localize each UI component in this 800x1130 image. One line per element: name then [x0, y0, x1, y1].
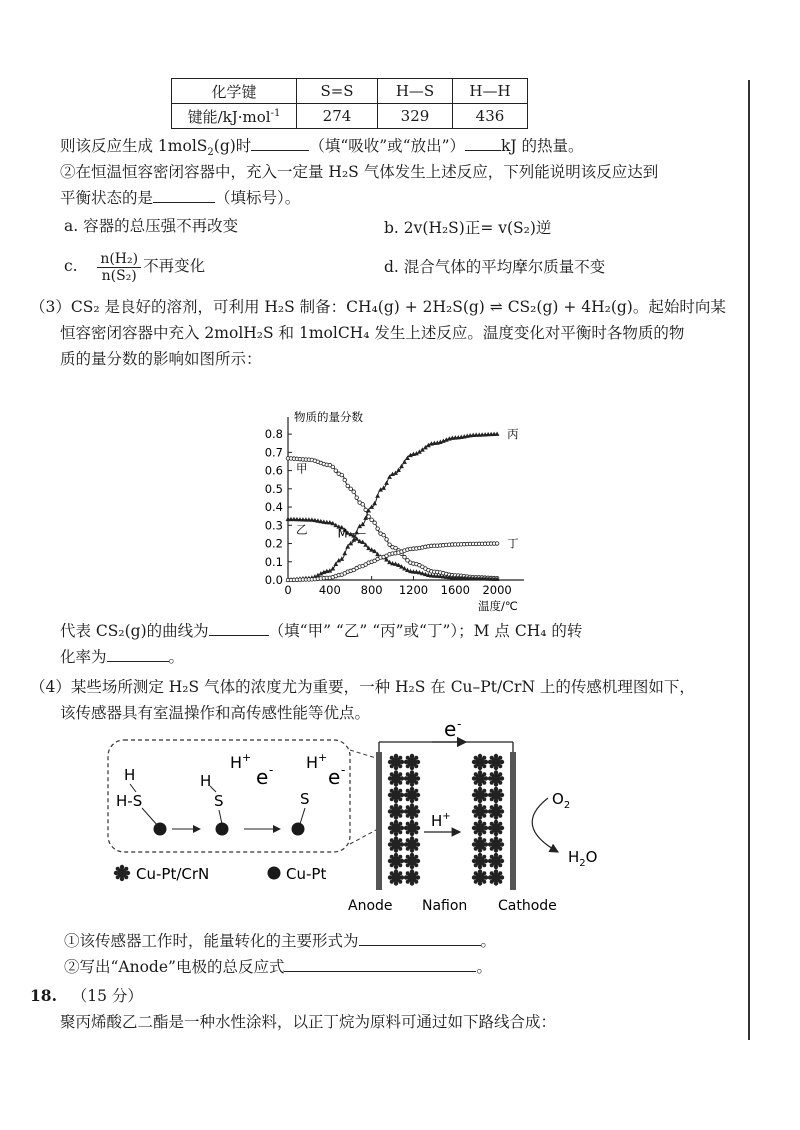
data-point: [331, 465, 335, 469]
atom-s: S: [300, 790, 310, 808]
y-tick-label: 0.3: [264, 518, 283, 533]
cathode-catalyst: [472, 754, 504, 886]
data-point: [370, 518, 374, 522]
electron-sign: -: [269, 763, 274, 777]
o2-label: $O_2$: [552, 790, 571, 811]
table-header-cell: H—S: [378, 79, 453, 104]
catalyst-particle: [404, 820, 420, 836]
answer-blank[interactable]: [153, 188, 215, 203]
catalyst-particle: [488, 770, 504, 786]
option-a: a. 容器的总压强不再改变: [64, 217, 239, 235]
atom-h-s: H-S: [116, 792, 143, 810]
catalyst-particle: [388, 820, 404, 836]
catalyst-particle: [472, 754, 488, 770]
catalyst-particle: [404, 869, 420, 885]
catalyst-particle: [388, 869, 404, 885]
q2-line1: 则该反应生成 1molS$_2$(g)时 （填“吸收”或“放出”） kJ 的热量。: [60, 137, 584, 159]
catalyst-particle: [388, 836, 404, 852]
electron-sign: -: [341, 763, 346, 777]
series-label: 甲: [296, 461, 308, 476]
x-tick-label: 1200: [398, 583, 429, 597]
q3-answer-line2: 化率为 。: [60, 648, 185, 666]
table-header-cell: 化学键: [172, 79, 297, 104]
data-point: [384, 480, 389, 484]
catalyst-particle: [388, 754, 404, 770]
annotation-label: M: [337, 526, 348, 541]
h-plus-label: H+: [230, 751, 252, 772]
q18-line1: 聚丙烯酸乙二酯是一种水性涂料，以正丁烷为原料可通过如下路线合成：: [60, 1013, 557, 1031]
series-label: 丙: [507, 427, 519, 442]
x-tick-label: 400: [318, 583, 341, 597]
y-tick-label: 0.1: [264, 554, 283, 569]
catalyst-particle: [488, 836, 504, 852]
catalyst-particle: [404, 787, 420, 803]
sensor-mechanism-diagram: [100, 717, 640, 920]
series-line-丙: [288, 434, 497, 580]
y-tick-label: 0.8: [264, 427, 283, 442]
table-row: [172, 79, 528, 104]
answer-blank[interactable]: [251, 136, 309, 151]
y-tick-label: 0.4: [264, 500, 283, 515]
catalyst-particle: [488, 820, 504, 836]
data-point: [346, 484, 350, 488]
data-point: [364, 508, 368, 512]
cu-pt-crn-legend-icon: [114, 865, 130, 881]
catalyst-particle: [472, 836, 488, 852]
h2o-label: $H_2O$: [568, 848, 598, 869]
bond-energy-table: [171, 78, 528, 129]
catalyst-particle: [388, 787, 404, 803]
data-point: [376, 527, 380, 531]
cathode-plate: [510, 752, 516, 890]
electron-label: e: [328, 765, 341, 789]
data-point: [382, 533, 386, 537]
q4-sub2: ②写出“Anode”电极的总反应式 。: [64, 958, 492, 976]
h-plus-label: H+: [306, 751, 328, 772]
catalyst-particle: [472, 869, 488, 885]
q18-header: [30, 985, 143, 1007]
q4-line2: 该传感器具有室温操作和高传感性能等优点。: [60, 704, 371, 722]
answer-blank[interactable]: [284, 957, 476, 972]
y-tick-label: 0.7: [264, 445, 283, 460]
q2-line3: 平衡状态的是 （填标号）。: [60, 189, 301, 207]
data-point: [375, 493, 380, 497]
cu-pt-atom: [216, 823, 229, 836]
series-label: 丁: [507, 536, 519, 551]
cu-pt-legend-icon: [268, 867, 281, 880]
data-point: [385, 538, 389, 542]
data-point: [334, 469, 338, 473]
table-row-label: 键能/kJ·mol$^{-1}$: [172, 104, 297, 129]
catalyst-particle: [488, 787, 504, 803]
data-point: [349, 487, 353, 491]
catalyst-particle: [388, 853, 404, 869]
anode-plate: [376, 752, 382, 890]
chart-labels: [265, 410, 519, 613]
table-cell: 329: [378, 104, 453, 129]
catalyst-particle: [388, 770, 404, 786]
legend-cu-pt-crn: Cu-Pt/CrN: [136, 865, 210, 883]
x-tick-label: 800: [360, 583, 383, 597]
answer-blank[interactable]: [359, 931, 481, 946]
data-point: [495, 542, 499, 546]
catalyst-particle: [488, 869, 504, 885]
chart-title: 物质的量分数: [294, 410, 363, 424]
catalyst-particle: [472, 853, 488, 869]
data-point: [343, 478, 347, 482]
data-point: [372, 501, 377, 505]
atom-h: H: [124, 766, 136, 784]
x-tick-label: 1600: [440, 583, 470, 597]
y-tick-label: 0.2: [264, 536, 283, 551]
atom-s: S: [214, 792, 224, 810]
data-point: [402, 459, 407, 463]
q18-number: 18.: [30, 986, 57, 1005]
y-tick-label: 0.6: [264, 463, 283, 478]
data-point: [342, 551, 347, 555]
x-tick-label: 0: [284, 583, 292, 597]
catalyst-particle: [472, 803, 488, 819]
option-b: b. 2v(H₂S)正= v(S₂)逆: [384, 219, 552, 237]
electron-flow-label: e: [444, 717, 457, 741]
catalyst-particle: [472, 787, 488, 803]
answer-blank[interactable]: [107, 647, 169, 662]
q18-points: （15 分）: [71, 987, 143, 1005]
q4-line1: （4）某些场所测定 H₂S 气体的浓度尤为重要，一种 H₂S 在 Cu–Pt/CrN 上的传感机理图如下，: [30, 678, 695, 696]
option-c: c. $\frac{\text{n(H₂)}}{\text{n(S₂)}}$ 不再变化: [64, 250, 206, 284]
cu-pt-atom: [292, 823, 305, 836]
mole-fraction-chart: [250, 405, 540, 620]
table-cell: 274: [297, 104, 378, 129]
table-header-cell: S=S: [297, 79, 378, 104]
option-d: d. 混合气体的平均摩尔质量不变: [384, 258, 606, 276]
q2-line2: ②在恒温恒容密闭容器中，充入一定量 H₂S 气体发生上述反应，下列能说明该反应达到: [60, 163, 659, 181]
data-point: [352, 490, 356, 494]
y-tick-label: 0.5: [264, 481, 283, 496]
x-axis-label: 温度/℃: [478, 599, 518, 613]
q3-answer-line1: 代表 CS₂(g)的曲线为 （填“甲” “乙” “丙”或“丁”）；M 点 CH₄ 的转: [60, 622, 583, 640]
q3-line3: 质的量分数的影响如图所示：: [60, 350, 262, 368]
catalyst-particle: [404, 754, 420, 770]
catalyst-particle: [472, 770, 488, 786]
table-row: [172, 104, 528, 129]
x-tick-label: 2000: [482, 583, 512, 597]
data-point: [373, 521, 377, 525]
electron-label: e: [256, 765, 269, 789]
atom-h: H: [200, 772, 212, 790]
q4-sub1: ①该传感器工作时，能量转化的主要形式为 。: [64, 932, 497, 950]
y-tick-label: 0.0: [264, 573, 283, 587]
anode-label: Anode: [348, 898, 393, 914]
answer-blank[interactable]: [465, 136, 501, 151]
table-header-cell: H—H: [453, 79, 528, 104]
answer-blank[interactable]: [209, 621, 269, 636]
q3-line1: （3）CS₂ 是良好的溶剂，可利用 H₂S 制备：CH₄(g) + 2H₂S(g) ⇌ CS₂(g) + 4H₂(g)。起始时向某: [30, 298, 726, 316]
series-line-甲: [288, 458, 497, 578]
page-margin-rule: [748, 80, 750, 1040]
nafion-label: Nafion: [422, 898, 468, 914]
legend-cu-pt: Cu-Pt: [286, 865, 327, 883]
cu-pt-atom: [154, 823, 167, 836]
data-point: [361, 503, 365, 507]
catalyst-particle: [404, 853, 420, 869]
catalyst-particle: [488, 754, 504, 770]
catalyst-particle: [404, 836, 420, 852]
catalyst-particle: [404, 770, 420, 786]
series-label: 乙: [296, 522, 308, 537]
data-point: [340, 473, 344, 477]
data-point: [367, 515, 371, 519]
catalyst-particle: [488, 853, 504, 869]
catalyst-particle: [488, 803, 504, 819]
anode-catalyst: [388, 754, 420, 886]
catalyst-particle: [404, 803, 420, 819]
proton-label: H+: [431, 811, 451, 830]
catalyst-particle: [472, 820, 488, 836]
table-cell: 436: [453, 104, 528, 129]
electron-flow-sign: -: [457, 717, 462, 731]
data-point: [403, 555, 407, 559]
q3-line2: 恒容密闭容器中充入 2molH₂S 和 1molCH₄ 发生上述反应。温度变化对平衡时各物质的物: [60, 324, 685, 342]
cathode-label: Cathode: [498, 898, 557, 914]
catalyst-particle: [388, 803, 404, 819]
chart-series: [286, 432, 500, 582]
data-point: [355, 496, 359, 500]
fraction: $\frac{\text{n(H₂)}}{\text{n(S₂)}}$: [97, 251, 141, 284]
